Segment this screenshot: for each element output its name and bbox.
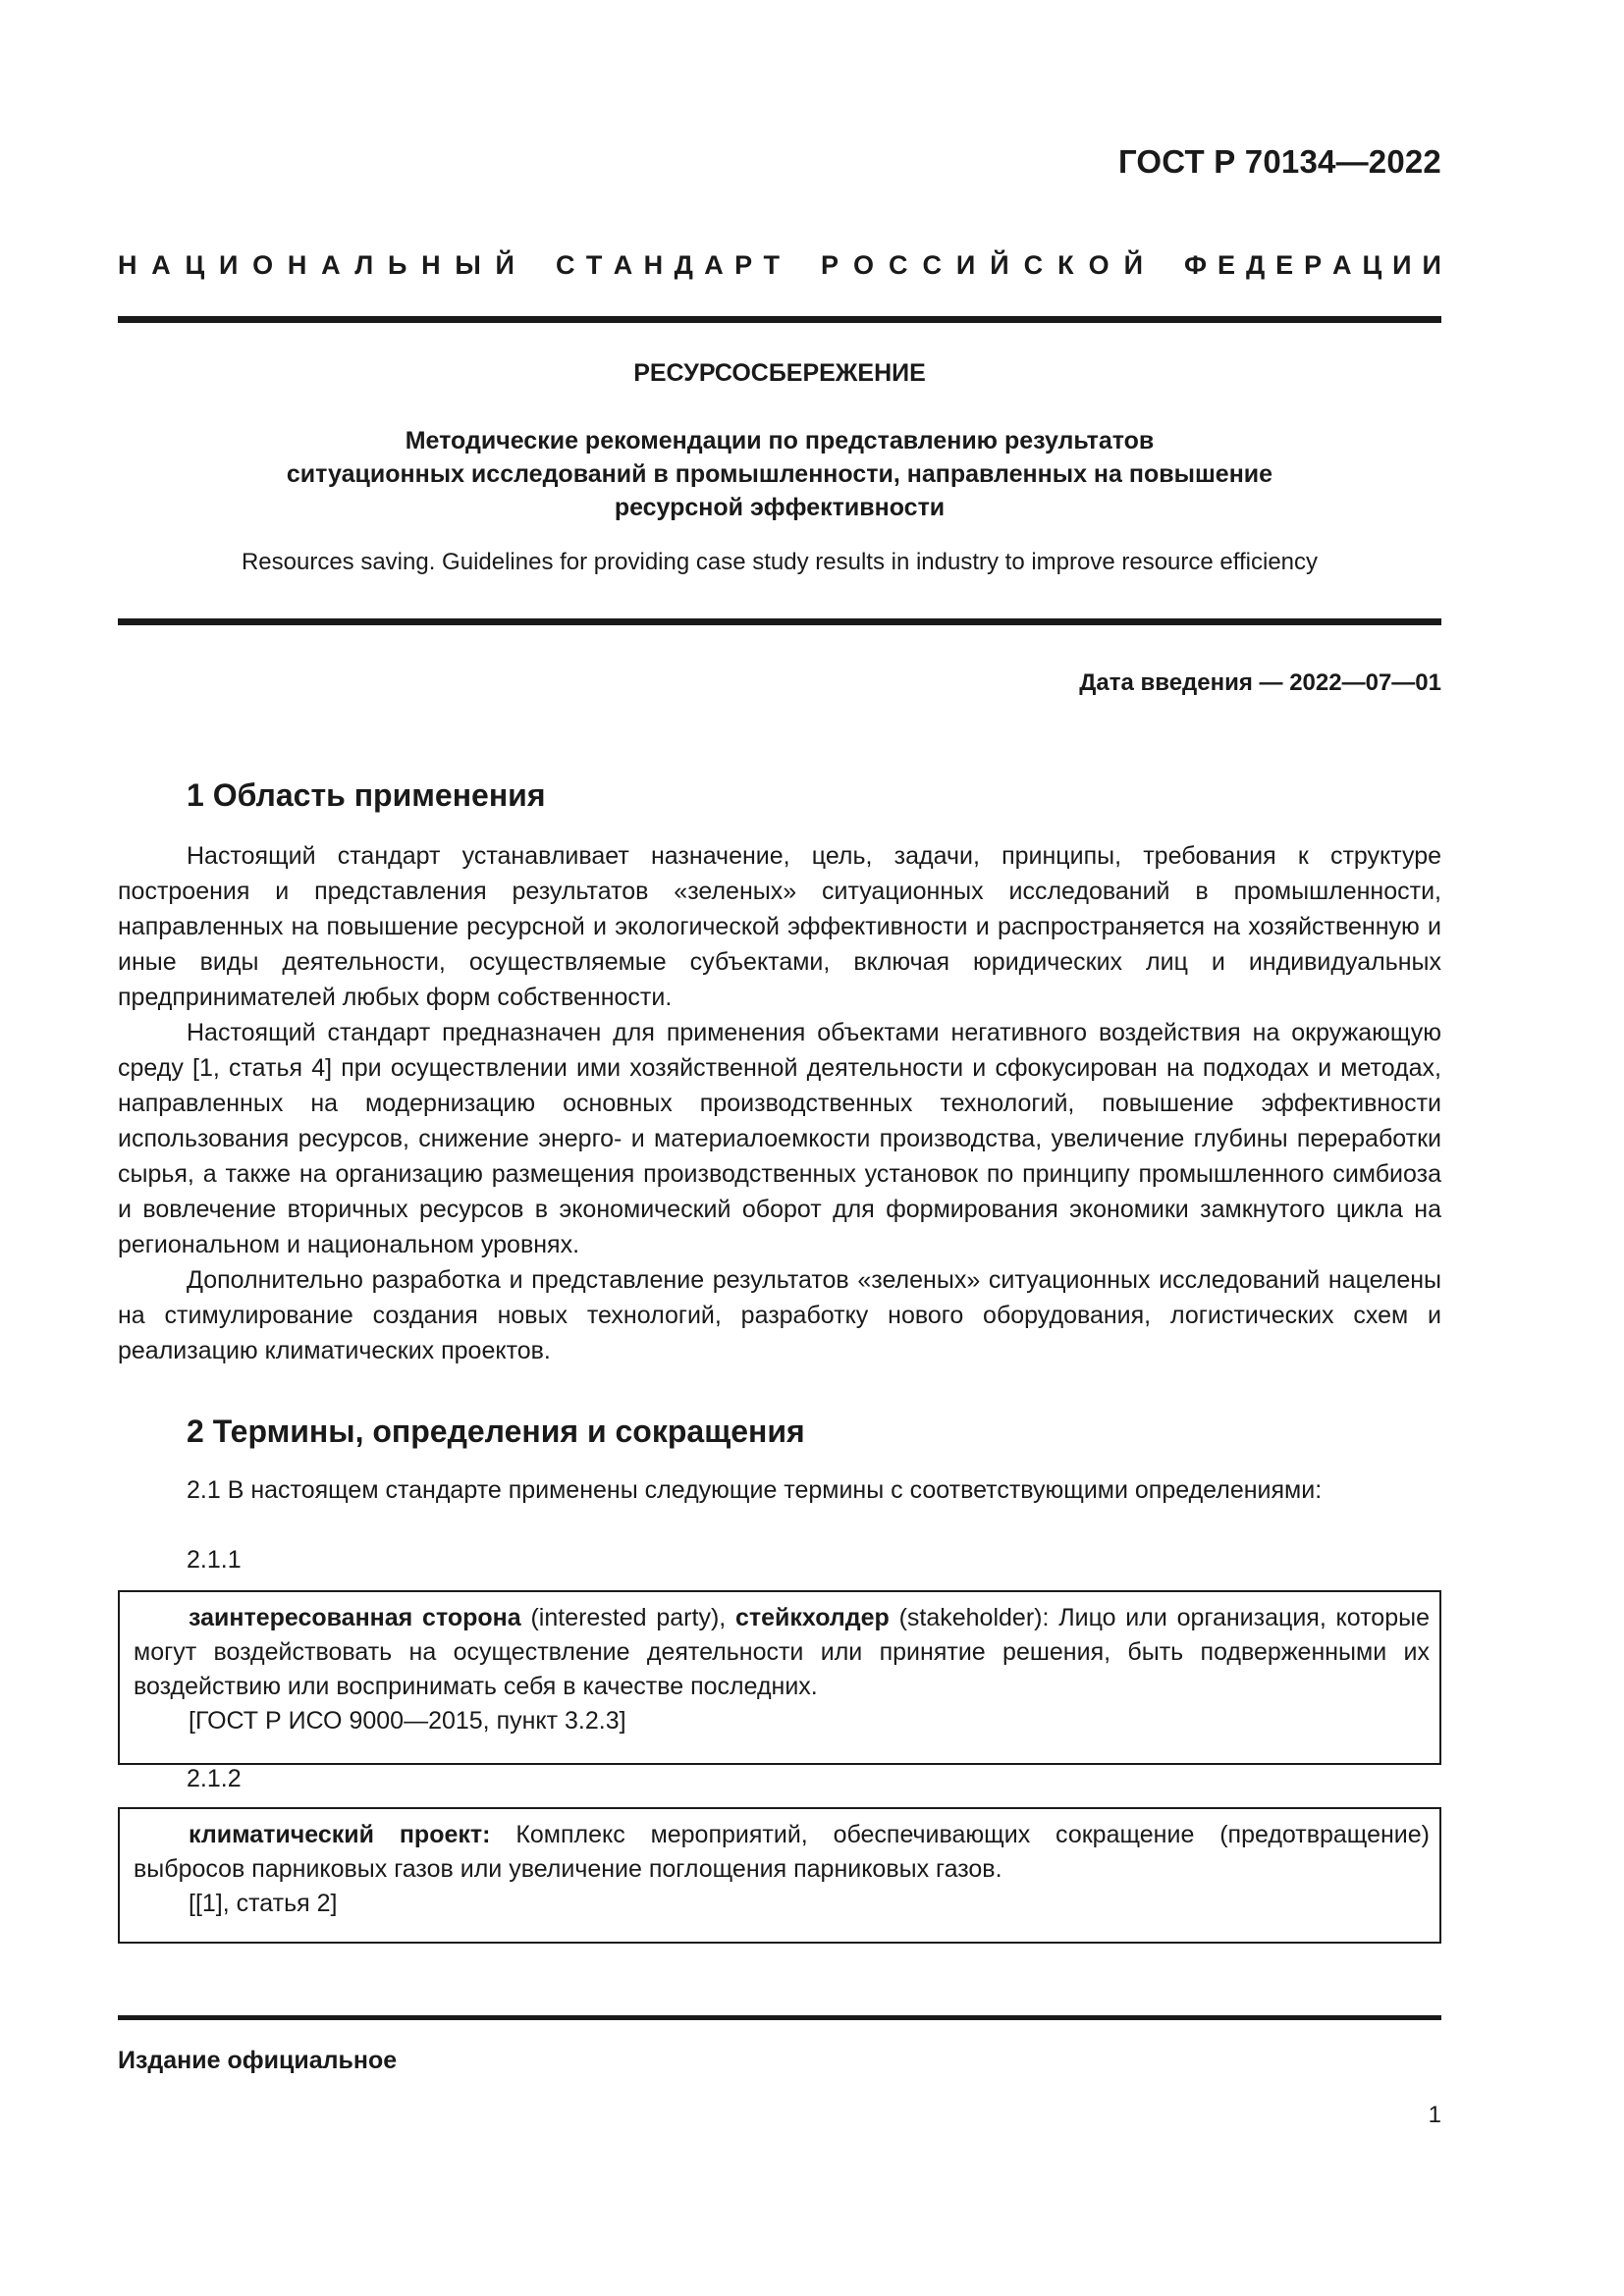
standard-subtitle (118, 424, 1441, 524)
paragraph: Дополнительно разработка и представление результатов «зеленых» ситуационных исследований нацелены на стимулирование создания новых технологий, разработку нового оборудования, логистических схем и реализацию климатических проектов. (118, 1266, 1441, 1364)
banner-letter: С (556, 250, 575, 280)
introduction-date: Дата введения — 2022—07—01 (1079, 669, 1441, 696)
banner-letter: Н (421, 250, 441, 280)
banner-word-4 (1184, 250, 1441, 281)
banner-letter: Д (1245, 250, 1266, 280)
banner-letter: Й (990, 250, 1009, 280)
banner-letter: О (852, 250, 874, 280)
term-definition-box (118, 1807, 1441, 1944)
paragraph: 2.1 В настоящем стандарте применены следующие термины с соответствующими определениями: (187, 1476, 1323, 1504)
banner-letter: А (1332, 250, 1352, 280)
banner-letter: Й (495, 250, 514, 280)
banner-letter: Р (821, 250, 839, 280)
term-number: 2.1.1 (187, 1546, 242, 1574)
term-source: [[1], статья 2] (189, 1890, 338, 1917)
banner-letter: Н (287, 250, 307, 280)
banner-letter: Т (585, 250, 603, 280)
term-number: 2.1.2 (187, 1765, 242, 1792)
term: климатический проект: (189, 1821, 491, 1848)
banner-letter: Й (1123, 250, 1143, 280)
banner-letter: Л (354, 250, 374, 280)
banner-letter: И (955, 250, 976, 280)
standard-topic: РЕСУРСОСБЕРЕЖЕНИЕ (633, 359, 926, 387)
synonym-english: (stakeholder): (889, 1604, 1050, 1631)
term-definition (134, 1601, 1430, 1704)
banner-letter: Р (1304, 250, 1323, 280)
national-standard-banner (118, 250, 1441, 281)
subtitle-line: ситуационных исследований в промышленности, направленных на повышение (286, 460, 1273, 488)
term-definition (134, 1818, 1430, 1887)
banner-letter: А (151, 250, 171, 280)
banner-letter: А (613, 250, 633, 280)
banner-letter: Е (1275, 250, 1294, 280)
document-code: ГОСТ Р 70134—2022 (1117, 143, 1441, 180)
banner-letter: И (218, 250, 239, 280)
banner-letter: Ь (387, 250, 407, 280)
term-english: (interested party), (520, 1604, 735, 1631)
page-number: 1 (1428, 2102, 1441, 2128)
banner-letter: О (1088, 250, 1110, 280)
banner-letter: Д (674, 250, 693, 280)
subtitle-line: ресурсной эффективности (614, 494, 946, 521)
banner-letter: С (888, 250, 908, 280)
banner-word-3 (821, 250, 1143, 281)
paragraph: Настоящий стандарт предназначен для применения объектами негативного воздействия на окружающую среду [1, статья 4] при осуществлении ими хозяйственной деятельности и сфокусирован на подходах и методах, направленных на модернизацию основных производственных технологий, повышение эффективности использования ресурсов, снижение энерго- и материалоемкости производства, увеличение глубины переработки сырья, а также на организацию размещения производственных установок по принципу промышленного симбиоза и вовлечение вторичных ресурсов в экономический оборот для формирования экономики замкнутого цикла на региональном и национальном уровнях. (118, 1019, 1441, 1258)
banner-letter: Н (118, 250, 137, 280)
banner-word-2 (556, 250, 780, 281)
banner-letter: И (1422, 250, 1441, 280)
banner-letter: Ф (1184, 250, 1208, 280)
definition-text: Лицо или организация, которые могут воздействовать на осуществление деятельности или принятие решения, быть подверженными их воздействию или воспринимать себя в качестве последних. (134, 1604, 1430, 1700)
banner-letter: Р (734, 250, 753, 280)
section-2-heading: 2 Термины, определения и сокращения (187, 1414, 805, 1449)
term: заинтересованная сторона (189, 1604, 521, 1631)
subtitle-line: Методические рекомендации по представлению результатов (405, 427, 1155, 454)
banner-letter: И (1392, 250, 1412, 280)
term-definition-box (118, 1590, 1441, 1765)
term-source: [ГОСТ Р ИСО 9000—2015, пункт 3.2.3] (189, 1707, 626, 1735)
banner-letter: Н (643, 250, 664, 280)
banner-letter: Ы (455, 250, 481, 280)
banner-letter: С (1023, 250, 1044, 280)
banner-letter: Е (1217, 250, 1235, 280)
banner-letter: О (252, 250, 274, 280)
banner-letter: Ц (185, 250, 205, 280)
banner-letter: А (321, 250, 341, 280)
section-1-heading: 1 Область применения (187, 777, 546, 813)
term-synonym: стейкхолдер (735, 1604, 890, 1631)
section-1-body (118, 838, 1441, 1368)
banner-letter: Ц (1362, 250, 1382, 280)
banner-letter: Т (763, 250, 780, 280)
official-edition-label: Издание официальное (118, 2047, 398, 2074)
banner-letter: С (922, 250, 942, 280)
title-divider (118, 618, 1441, 625)
footer-divider (118, 2015, 1441, 2020)
section-2-intro (118, 1472, 1441, 1508)
english-title: Resources saving. Guidelines for providing case study results in industry to improve resource efficiency (241, 549, 1319, 575)
banner-letter: К (1057, 250, 1074, 280)
banner-letter: А (704, 250, 724, 280)
paragraph: Настоящий стандарт устанавливает назначение, цель, задачи, принципы, требования к структуре построения и представления результатов «зеленых» ситуационных исследований в промышленности, направленных на повышение ресурсной и экологической эффективности и распространяется на хозяйственную и иные виды деятельности, осуществляемые субъектами, включая юридических лиц и индивидуальных предпринимателей любых форм собственности. (118, 842, 1441, 1011)
banner-word-1 (118, 250, 514, 281)
top-divider (118, 316, 1441, 323)
definition-text: Комплекс мероприятий, обеспечивающих сокращение (предотвращение) выбросов парниковых газов или увеличение поглощения парниковых газов. (134, 1821, 1430, 1883)
